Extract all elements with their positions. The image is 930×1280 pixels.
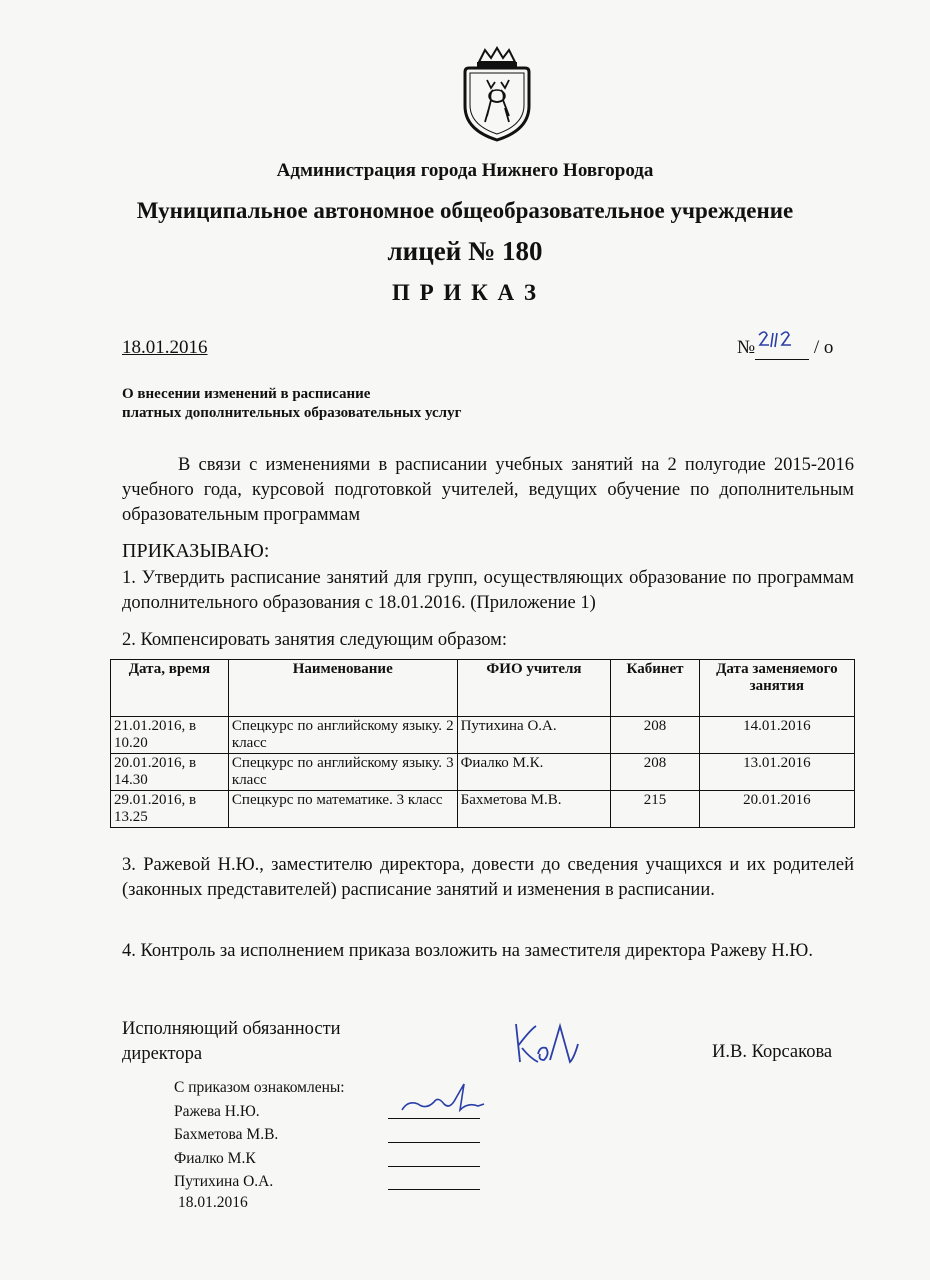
subject-line-2: платных дополнительных образовательных услуг bbox=[122, 405, 462, 421]
lyceum-name: лицей № 180 bbox=[387, 236, 543, 266]
cell-room: 208 bbox=[611, 754, 699, 791]
cell-teacher: Фиалко М.К. bbox=[457, 754, 611, 791]
cell-name: Спецкурс по английскому языку. 3 класс bbox=[228, 754, 457, 791]
signature-line bbox=[388, 1166, 480, 1167]
coat-of-arms-logo bbox=[457, 44, 537, 144]
organization-name: Администрация города Нижнего Новгорода bbox=[276, 160, 654, 181]
cell-room: 208 bbox=[611, 717, 699, 754]
cell-date: 29.01.2016, в 13.25 bbox=[111, 791, 229, 828]
header-replaced-date: Дата заменяемого занятия bbox=[699, 660, 854, 717]
order-number bbox=[737, 337, 833, 360]
acknowledgement-block bbox=[174, 1076, 345, 1194]
ack-name: Путихина О.А. bbox=[174, 1173, 274, 1190]
order-subject bbox=[122, 385, 722, 423]
order-number-suffix: / о bbox=[813, 337, 834, 358]
order-number-prefix: № bbox=[737, 337, 756, 358]
cell-replaced-date: 14.01.2016 bbox=[699, 717, 854, 754]
table-row bbox=[111, 754, 855, 791]
cell-room: 215 bbox=[611, 791, 699, 828]
cell-name: Спецкурс по математике. 3 класс bbox=[228, 791, 457, 828]
document-type: П Р И К А З bbox=[391, 280, 538, 305]
ack-name: Ражева Н.Ю. bbox=[174, 1102, 260, 1120]
cell-replaced-date: 20.01.2016 bbox=[699, 791, 854, 828]
director-signature bbox=[510, 1018, 580, 1073]
table-header-row bbox=[111, 660, 855, 717]
subject-line-1: О внесении изменений в расписание bbox=[122, 386, 371, 402]
cell-date: 20.01.2016, в 14.30 bbox=[111, 754, 229, 791]
table-row bbox=[111, 791, 855, 828]
compensation-table bbox=[110, 659, 855, 828]
acting-director-title bbox=[122, 1017, 341, 1067]
header-room: Кабинет bbox=[611, 660, 699, 717]
institution-name: Муниципальное автономное общеобразовательное учреждение bbox=[136, 198, 794, 223]
item-4: 4. Контроль за исполнением приказа возложить на заместителя директора Ражеву Н.Ю. bbox=[122, 941, 813, 961]
cell-teacher: Бахметова М.В. bbox=[457, 791, 611, 828]
acting-line-2: директора bbox=[122, 1044, 203, 1064]
cell-teacher: Путихина О.А. bbox=[457, 717, 611, 754]
signature-line bbox=[388, 1142, 480, 1143]
ack-signature bbox=[398, 1080, 488, 1125]
acknowledgement-date: 18.01.2016 bbox=[178, 1194, 248, 1211]
signer-name: И.В. Корсакова bbox=[712, 1042, 833, 1062]
ack-name: Бахметова М.В. bbox=[174, 1126, 279, 1143]
cell-replaced-date: 13.01.2016 bbox=[699, 754, 854, 791]
prikazyvayu-heading: ПРИКАЗЫВАЮ: bbox=[122, 540, 270, 562]
cell-name: Спецкурс по английскому языку. 2 класс bbox=[228, 717, 457, 754]
table-row bbox=[111, 717, 855, 754]
item-1: 1. Утвердить расписание занятий для групп, осуществляющих образование по программам дополнительного образования с 18.01.2016. (Приложение 1) bbox=[122, 568, 854, 613]
ack-name: Фиалко М.К bbox=[174, 1149, 256, 1167]
item-2: 2. Компенсировать занятия следующим образом: bbox=[122, 630, 508, 650]
header-teacher: ФИО учителя bbox=[457, 660, 611, 717]
cell-date: 21.01.2016, в 10.20 bbox=[111, 717, 229, 754]
acknowledgement-title: С приказом ознакомлены: bbox=[174, 1079, 345, 1096]
header-name: Наименование bbox=[228, 660, 457, 717]
order-date: 18.01.2016 bbox=[122, 337, 208, 358]
handwritten-number bbox=[755, 337, 809, 360]
item-3: 3. Ражевой Н.Ю., заместителю директора, довести до сведения учащихся и их родителей (законных представителей) расписание занятий и изменения в расписании. bbox=[122, 855, 854, 900]
acting-line-1: Исполняющий обязанности bbox=[122, 1019, 341, 1039]
intro-paragraph: В связи с изменениями в расписании учебных занятий на 2 полугодие 2015-2016 учебного года, курсовой подготовкой учителей, ведущих обучение по дополнительным образовательным программам bbox=[122, 455, 854, 525]
signature-line bbox=[388, 1189, 480, 1190]
header-date: Дата, время bbox=[111, 660, 229, 717]
